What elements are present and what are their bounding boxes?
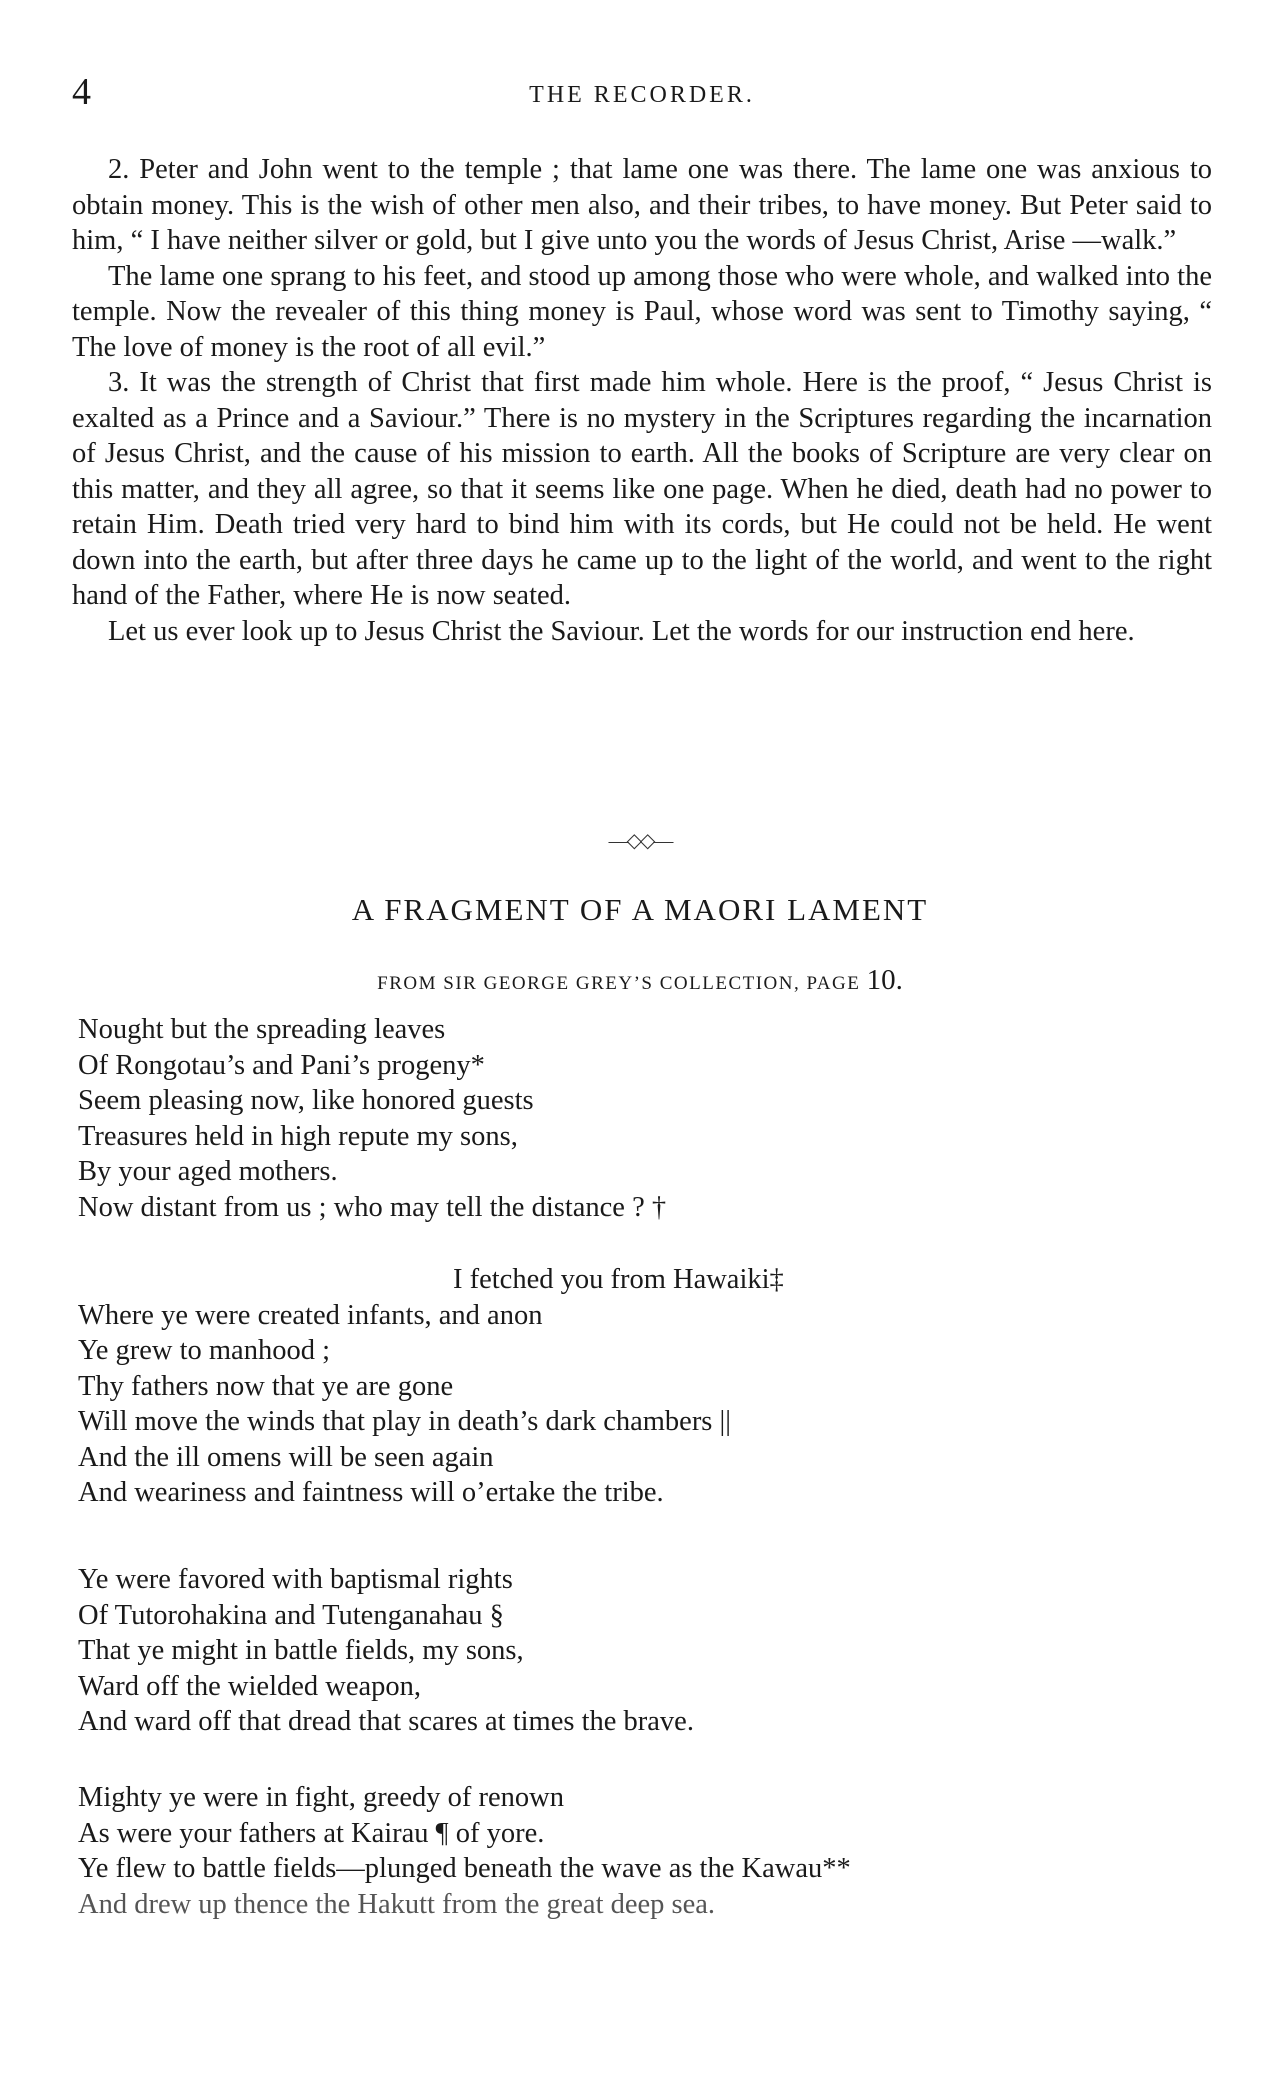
poem-stanza-2 xyxy=(78,1262,1228,1511)
poem-line: Now distant from us ; who may tell the distance ? † xyxy=(78,1191,667,1223)
poem-line: Where ye were created infants, and anon xyxy=(78,1299,543,1331)
paragraph-3: 3. It was the strength of Christ that first made him whole. Here is the proof, “ Jesus Christ is exalted as a Prince and a Saviour.” There is no mystery in the Scriptures regarding the incarnation of Jesus Christ, and the cause of his mission to earth. All the books of Scripture are very clear on this matter, and they all agree, so that it seems like one page. When he died, death had no power to retain Him. Death tried very hard to bind him with its cords, but He could not be held. He went down into the earth, but after three days he came up to the light of the world, and went to the right hand of the Father, where He is now seated. xyxy=(72,367,1212,611)
lament-source: FROM SIR GEORGE GREY’S COLLECTION, PAGE xyxy=(377,973,861,994)
poem-stanza-3 xyxy=(78,1562,1228,1740)
poem-line: Will move the winds that play in death’s dark chambers || xyxy=(78,1406,731,1437)
poem-line: Of Rongotau’s and Pani’s progeny* xyxy=(78,1049,485,1081)
poem-line: That ye might in battle fields, my sons, xyxy=(78,1635,524,1666)
poem-stanza-1 xyxy=(78,1012,1228,1225)
poem-line: Thy fathers now that ye are gone xyxy=(78,1370,454,1402)
lament-subtitle xyxy=(0,964,1280,997)
running-title: THE RECORDER. xyxy=(529,82,755,108)
poem-line: Ward off the wielded weapon, xyxy=(78,1670,422,1702)
page-number: 4 xyxy=(72,71,91,113)
poem-line: Of Tutorohakina and Tutenganahau § xyxy=(78,1599,504,1631)
poem-stanza-4 xyxy=(78,1780,1228,1922)
lament-source-page: 10. xyxy=(866,964,903,996)
poem-line: As were your fathers at Kairau ¶ of yore. xyxy=(78,1817,545,1849)
poem-line: And the ill omens will be seen again xyxy=(78,1441,494,1473)
paragraph-closing: Let us ever look up to Jesus Christ the Saviour. Let the words for our instruction end here. xyxy=(108,615,1135,647)
poem-line: And drew up thence the Hakutt from the great deep sea. xyxy=(78,1888,716,1920)
poem-line: Treasures held in high repute my sons, xyxy=(78,1120,518,1152)
poem-line: Ye were favored with baptismal rights xyxy=(78,1564,513,1595)
poem-line: And ward off that dread that scares at times the brave. xyxy=(78,1706,694,1737)
poem-line: Ye flew to battle fields—plunged beneath the wave as the Kawau** xyxy=(78,1853,851,1884)
poem-line: I fetched you from Hawaiki‡ xyxy=(453,1264,784,1295)
poem-line: And weariness and faintness will o’ertake the tribe. xyxy=(78,1477,664,1508)
poem-line: Ye grew to manhood ; xyxy=(78,1335,331,1366)
poem-line: Nought but the spreading leaves xyxy=(78,1014,446,1045)
poem-line: By your aged mothers. xyxy=(78,1156,338,1187)
lament-title: A FRAGMENT OF A MAORI LAMENT xyxy=(351,892,929,927)
paragraph-2: 2. Peter and John went to the temple ; that lame one was there. The lame one was anxious to obtain money. This is the wish of other men also, and their tribes, to have money. But Peter said to him, “ I have neither silver or gold, but I give unto you the words of Jesus Christ, Arise —walk.” xyxy=(72,154,1212,256)
poem-line: Mighty ye were in fight, greedy of renown xyxy=(78,1782,564,1813)
ornamental-divider: —◇◇— xyxy=(608,830,672,852)
poem-line: Seem pleasing now, like honored guests xyxy=(78,1085,534,1116)
prose-section xyxy=(72,152,1212,649)
page-header xyxy=(72,70,1212,120)
paragraph-lame-one: The lame one sprang to his feet, and stood up among those who were whole, and walked into the temple. Now the revealer of this thing money is Paul, whose word was sent to Timothy saying, “ The love of money is the root of all evil.” xyxy=(72,260,1212,363)
